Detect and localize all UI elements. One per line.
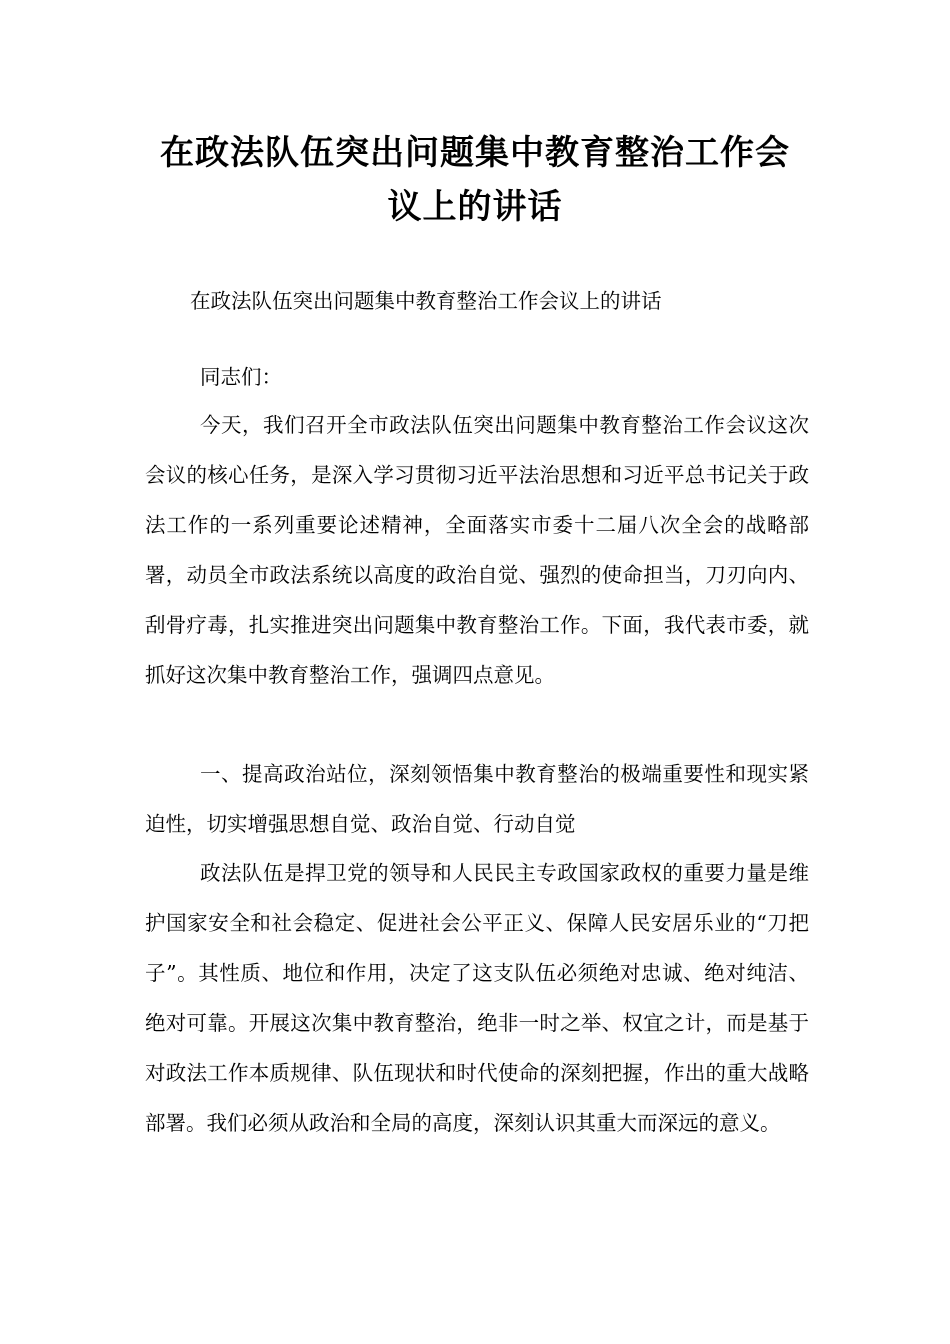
document-title bbox=[120, 126, 830, 234]
document-title-line-1: 在政法队伍突出问题集中教育整治工作会 bbox=[160, 133, 790, 173]
section-heading-one: 一、提高政治站位，深刻领悟集中教育整治的极端重要性和现实紧迫性，切实增强思想自觉、政治自觉、行动自觉 bbox=[145, 762, 809, 836]
body-paragraph-intro: 今天，我们召开全市政法队伍突出问题集中教育整治工作会议这次会议的核心任务，是深入学习贯彻习近平法治思想和习近平总书记关于政法工作的一系列重要论述精神，全面落实市委十二届八次全会的战略部署，动员全市政法系统以高度的政治自觉、强烈的使命担当，刀刃向内、刮骨疗毒，扎实推进突出问题集中教育整治工作。下面，我代表市委，就抓好这次集中教育整治工作，强调四点意见。 bbox=[145, 413, 809, 687]
document-subtitle: 在政法队伍突出问题集中教育整治工作会议上的讲话 bbox=[190, 289, 662, 313]
document-title-line-2: 议上的讲话 bbox=[387, 187, 563, 227]
greeting: 同志们： bbox=[200, 365, 282, 389]
body-paragraph-significance: 政法队伍是捍卫党的领导和人民民主专政国家政权的重要力量是维护国家安全和社会稳定、促进社会公平正义、保障人民安居乐业的“刀把子”。其性质、地位和作用，决定了这支队伍必须绝对忠诚、绝对纯洁、绝对可靠。开展这次集中教育整治，绝非一时之举、权宜之计，而是基于对政法工作本质规律、队伍现状和时代使命的深刻把握，作出的重大战略部署。我们必须从政治和全局的高度，深刻认识其重大而深远的意义。 bbox=[145, 861, 809, 1135]
